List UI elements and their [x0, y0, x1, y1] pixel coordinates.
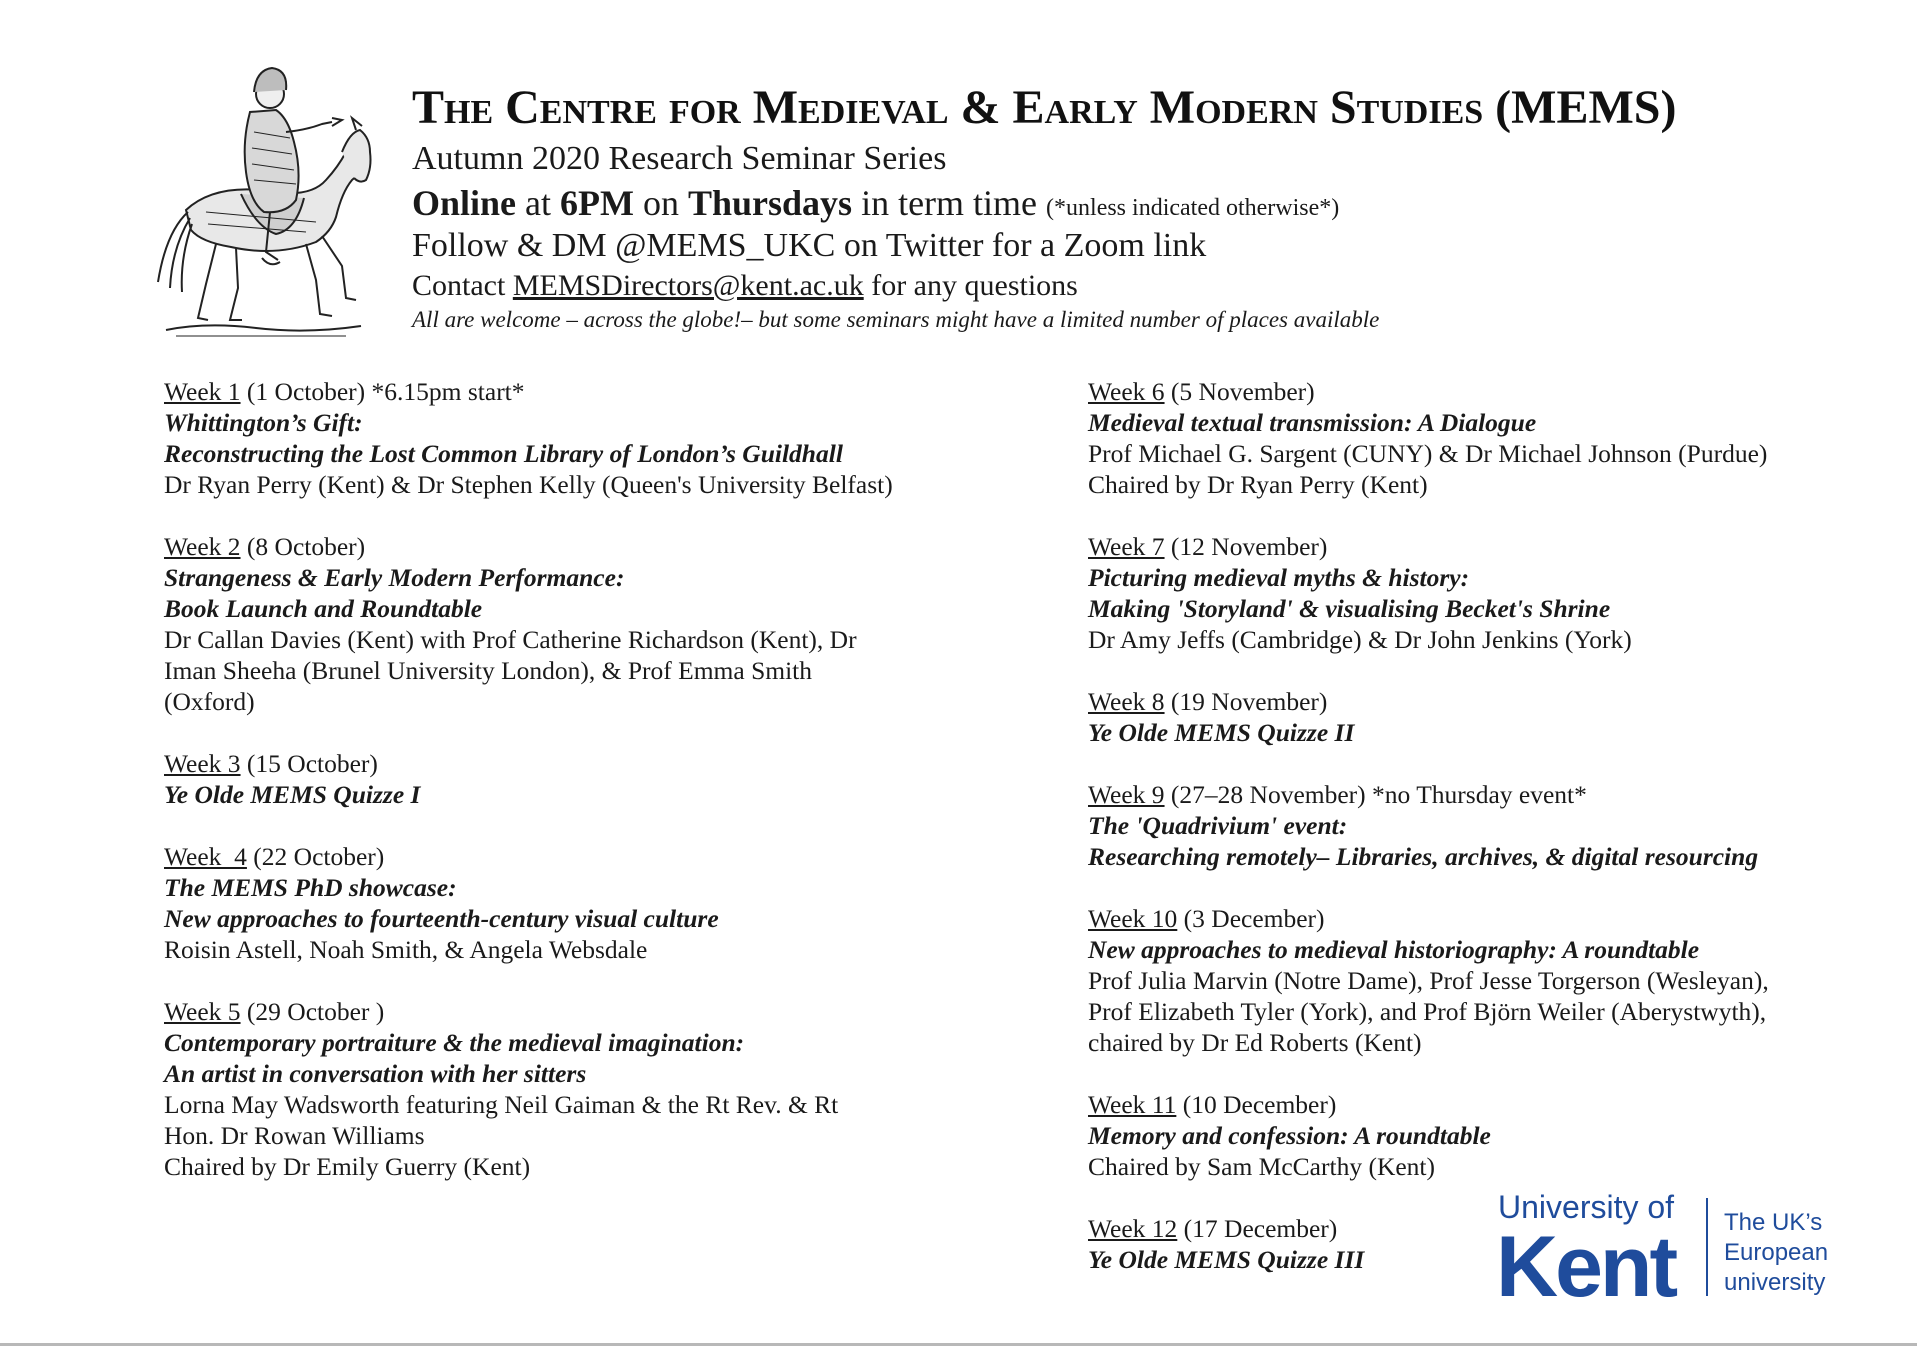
logo-tagline-1: The UK’s	[1724, 1209, 1823, 1236]
week-label: Week 12	[1088, 1214, 1178, 1243]
seminar-speakers: Prof Julia Marvin (Notre Dame), Prof Jesse Torgerson (Wesleyan),	[1088, 966, 1769, 995]
contact-email-link[interactable]: MEMSDirectors@kent.ac.uk	[512, 269, 864, 303]
seminar-speakers: Prof Elizabeth Tyler (York), and Prof Björn Weiler (Aberystwyth),	[1088, 997, 1767, 1026]
logo-university-of: University of	[1498, 1190, 1675, 1225]
seminar-speakers: Iman Sheeha (Brunel University London), & Prof Emma Smith	[164, 656, 813, 685]
week-header	[164, 376, 924, 407]
seminar-chair: Chaired by Sam McCarthy (Kent)	[1088, 1152, 1436, 1181]
week-header	[1088, 686, 1908, 717]
seminar-chair: chaired by Dr Ed Roberts (Kent)	[1088, 1028, 1422, 1057]
week-header	[1088, 531, 1908, 562]
header	[412, 70, 1892, 335]
week-header	[164, 531, 924, 562]
seminar-title: Book Launch and Roundtable	[164, 594, 483, 623]
seminar-title: The 'Quadrivium' event:	[1088, 811, 1348, 840]
bottom-divider	[0, 1343, 1917, 1346]
seminar-chair: Chaired by Dr Emily Guerry (Kent)	[164, 1152, 531, 1181]
time-word: 6PM	[560, 182, 634, 223]
schedule-note: (*unless indicated otherwise*)	[1046, 194, 1340, 221]
seminar-title: The MEMS PhD showcase:	[164, 873, 457, 902]
seminar-speakers: Prof Michael G. Sargent (CUNY) & Dr Michael Johnson (Purdue)	[1088, 439, 1768, 468]
logo-divider	[1706, 1198, 1708, 1296]
seminar-speakers: (Oxford)	[164, 687, 255, 716]
logo-tagline-2: European	[1724, 1239, 1829, 1266]
week-label: Week 11	[1088, 1090, 1177, 1119]
twitter-line: Follow & DM @MEMS_UKC on Twitter for a Zoom link	[412, 226, 1207, 264]
schedule-right-column	[1088, 376, 1908, 1306]
week-label: Week 9	[1088, 780, 1165, 809]
week-7-entry	[1088, 531, 1908, 655]
seminar-title: Ye Olde MEMS Quizze I	[164, 780, 421, 809]
seminar-speakers: Dr Amy Jeffs (Cambridge) & Dr John Jenkins (York)	[1088, 625, 1632, 654]
week-date: (17 December)	[1177, 1214, 1338, 1243]
contact-suffix: for any questions	[863, 269, 1078, 303]
week-date: (27–28 November) *no Thursday event*	[1164, 780, 1587, 809]
day-word: Thursdays	[687, 182, 853, 223]
seminar-speakers: Dr Callan Davies (Kent) with Prof Catherine Richardson (Kent), Dr	[164, 625, 857, 654]
week-date: (3 December)	[1177, 904, 1325, 933]
week-header	[164, 996, 924, 1027]
seminar-speakers: Roisin Astell, Noah Smith, & Angela Websdale	[164, 935, 648, 964]
seminar-title: Researching remotely– Libraries, archives, & digital resourcing	[1088, 842, 1759, 871]
week-2-entry	[164, 531, 924, 717]
schedule-left-column	[164, 376, 924, 1213]
week-label: Week 8	[1088, 687, 1165, 716]
week-label: Week 3	[164, 749, 241, 778]
seminar-title: Making 'Storyland' & visualising Becket's Shrine	[1088, 594, 1611, 623]
week-header	[1088, 903, 1908, 934]
week-10-entry	[1088, 903, 1908, 1058]
week-9-entry	[1088, 779, 1908, 872]
week-date: (5 November)	[1164, 377, 1315, 406]
horse-rider-woodcut-icon	[146, 52, 378, 342]
week-header	[1088, 1089, 1908, 1120]
seminar-title: Ye Olde MEMS Quizze II	[1088, 718, 1355, 747]
welcome-note: All are welcome – across the globe!– but some seminars might have a limited number of places available	[412, 306, 1380, 332]
week-header	[164, 841, 924, 872]
seminar-title: Picturing medieval myths & history:	[1088, 563, 1470, 592]
seminar-title: Medieval textual transmission: A Dialogue	[1088, 408, 1537, 437]
week-label: Week 10	[1088, 904, 1178, 933]
seminar-title: New approaches to fourteenth-century visual culture	[164, 904, 719, 933]
week-header	[1088, 376, 1908, 407]
week-date: (29 October )	[240, 997, 385, 1026]
week-1-entry	[164, 376, 924, 500]
week-header	[164, 748, 924, 779]
week-label: Week 7	[1088, 532, 1165, 561]
logo-tagline-3: university	[1724, 1269, 1826, 1296]
schedule-line	[412, 182, 1892, 225]
seminar-speakers: Lorna May Wadsworth featuring Neil Gaiman & the Rt Rev. & Rt	[164, 1090, 839, 1119]
seminar-chair: Chaired by Dr Ryan Perry (Kent)	[1088, 470, 1428, 499]
week-11-entry	[1088, 1089, 1908, 1182]
seminar-title: Memory and confession: A roundtable	[1088, 1121, 1491, 1150]
seminar-speakers: Hon. Dr Rowan Williams	[164, 1121, 425, 1150]
contact-line	[412, 267, 1892, 305]
week-label: Week 4	[164, 842, 247, 871]
week-label: Week 6	[1088, 377, 1165, 406]
schedule-text-1: at	[516, 182, 561, 223]
schedule-text-3: in term time	[852, 182, 1047, 223]
seminar-title: New approaches to medieval historiography: A roundtable	[1088, 935, 1700, 964]
week-date: (22 October)	[246, 842, 385, 871]
university-of-kent-logo	[1496, 1190, 1836, 1308]
week-date: (10 December)	[1176, 1090, 1337, 1119]
week-8-entry	[1088, 686, 1908, 748]
online-word: Online	[412, 182, 517, 223]
chaucer-rider-illustration	[146, 52, 378, 342]
seminar-title: Contemporary portraiture & the medieval imagination:	[164, 1028, 745, 1057]
week-3-entry	[164, 748, 924, 810]
contact-prefix: Contact	[412, 269, 513, 303]
week-label: Week 2	[164, 532, 241, 561]
week-6-entry	[1088, 376, 1908, 500]
week-date: (15 October)	[240, 749, 378, 778]
week-date: (1 October) *6.15pm start*	[240, 377, 525, 406]
seminar-speakers: Dr Ryan Perry (Kent) & Dr Stephen Kelly (Queen's University Belfast)	[164, 470, 893, 499]
seminar-title: Whittington’s Gift:	[164, 408, 363, 437]
schedule-text-2: on	[633, 182, 688, 223]
week-5-entry	[164, 996, 924, 1182]
week-4-entry	[164, 841, 924, 965]
week-label: Week 1	[164, 377, 241, 406]
week-label: Week 5	[164, 997, 241, 1026]
week-date: (19 November)	[1164, 687, 1328, 716]
seminar-title: Reconstructing the Lost Common Library of London’s Guildhall	[164, 439, 843, 468]
seminar-title: An artist in conversation with her sitters	[164, 1059, 587, 1088]
week-header	[1088, 779, 1908, 810]
week-date: (8 October)	[240, 532, 366, 561]
week-date: (12 November)	[1164, 532, 1328, 561]
series-subtitle: Autumn 2020 Research Seminar Series	[412, 139, 947, 177]
seminar-title: Strangeness & Early Modern Performance:	[164, 563, 625, 592]
page-title: The Centre for Medieval & Early Modern Studies (MEMS)	[412, 81, 1677, 134]
seminar-title: Ye Olde MEMS Quizze III	[1088, 1245, 1365, 1274]
logo-kent: Kent	[1496, 1219, 1676, 1308]
